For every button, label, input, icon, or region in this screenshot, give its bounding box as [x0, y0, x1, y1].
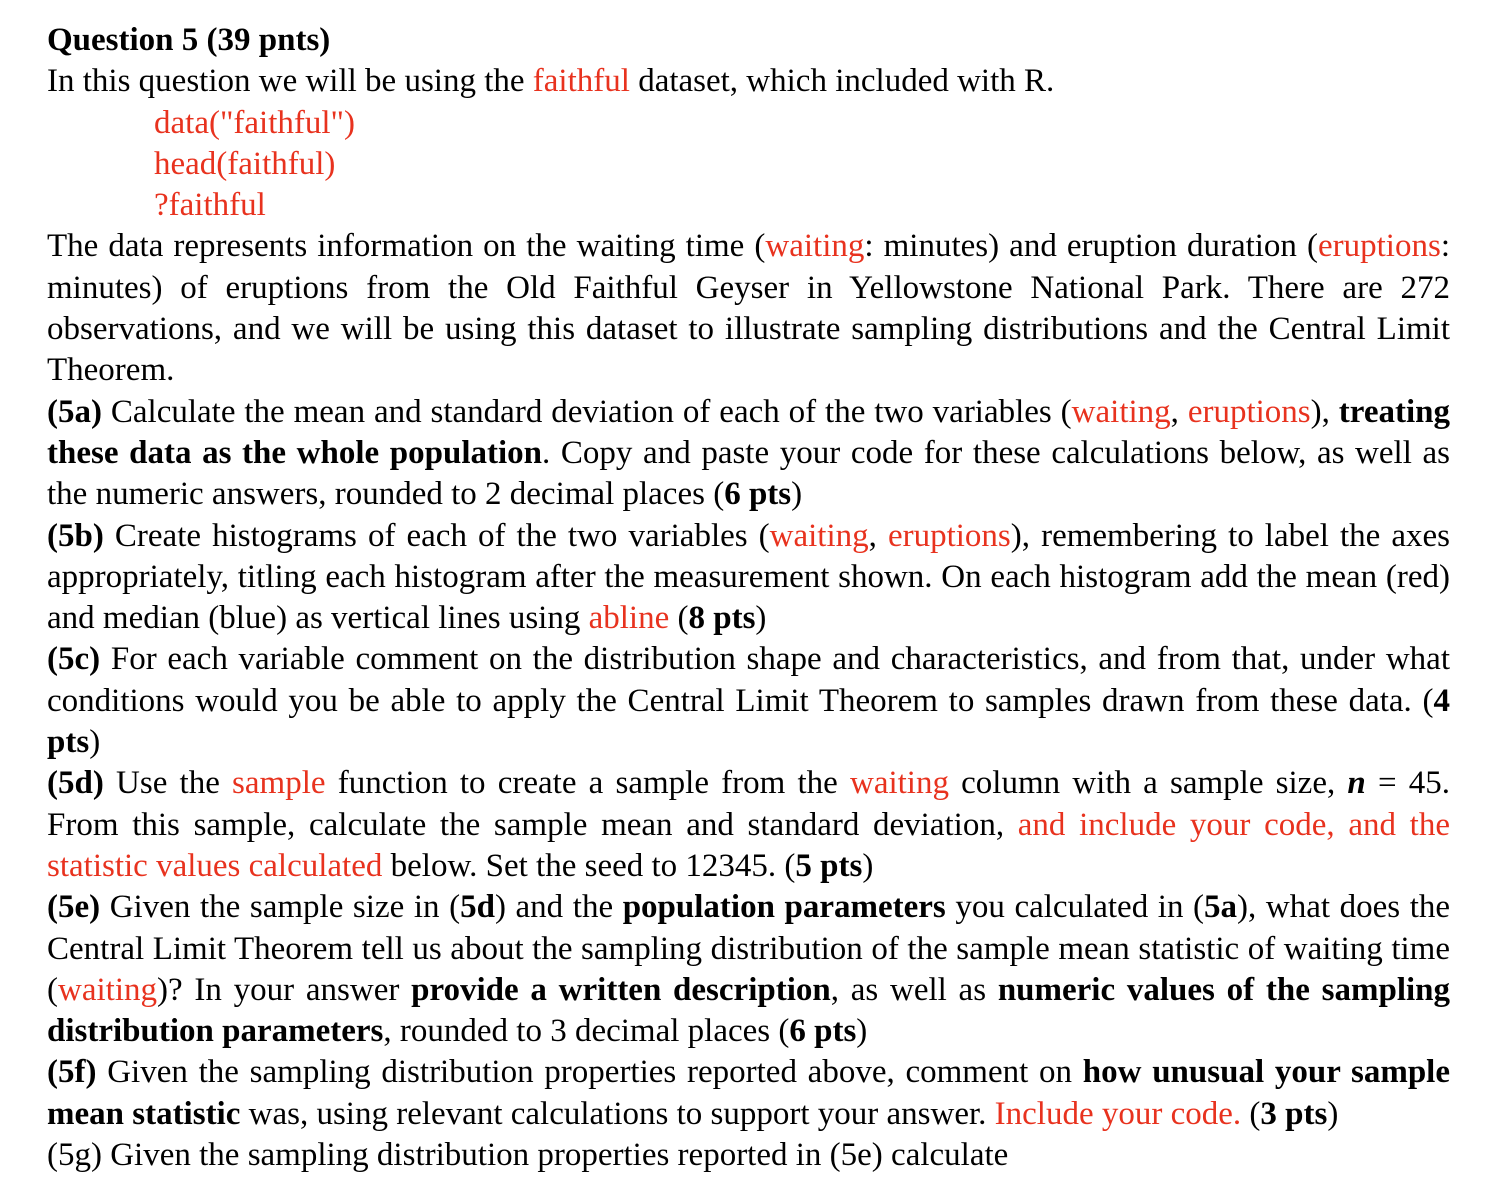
part-5e	[47, 887, 1450, 1052]
variable-waiting: waiting	[765, 228, 865, 265]
description-text: : minutes) of eruptions from the Old Faithful Geyser in Yellowstone National Park. There are 272 observations, and we will be using this dataset to illustrate sampling distributions and the Central Limit Theorem.	[47, 228, 1450, 389]
intro-text-end: dataset, which included with R.	[629, 63, 1055, 100]
part-label: (5a)	[47, 393, 102, 430]
part-5c	[47, 639, 1450, 763]
variable-waiting: waiting	[769, 517, 869, 554]
part-text: , rounded to 3 decimal places (	[383, 1013, 790, 1050]
code-line: head(faithful)	[154, 145, 336, 182]
part-text: Given the sampling distribution properties reported above, comment on	[96, 1054, 1083, 1091]
part-label: (5d)	[47, 765, 104, 802]
points-label: 4 pts	[47, 682, 1450, 761]
part-text: Given the sample size in (	[100, 889, 461, 926]
points-label: 8 pts	[688, 600, 756, 637]
variable-waiting: waiting	[1071, 393, 1171, 430]
description-text: : minutes) and eruption duration (	[864, 228, 1318, 265]
part-text: (	[1241, 1095, 1261, 1132]
highlighted-instruction: Include your code.	[994, 1095, 1242, 1132]
code-line: data("faithful")	[154, 104, 356, 141]
part-label: (5b)	[47, 517, 104, 554]
variable-waiting: waiting	[849, 765, 949, 802]
part-label: (5c)	[47, 641, 101, 678]
variable-eruptions: eruptions	[887, 517, 1011, 554]
part-5b	[47, 516, 1450, 640]
emphasis-text: population parameters	[622, 889, 946, 926]
part-label: (5e)	[47, 889, 101, 926]
part-text: ), remembering to label the axes appropriately, titling each histogram after the measurement shown. On each histogram add the mean (red) and median (blue) as vertical lines using	[47, 517, 1450, 637]
part-text: ), what does the Central Limit Theorem tell us about the sampling distribution of the sample mean statistic of waiting time (	[47, 889, 1451, 1008]
part-text: For each variable comment on the distribution shape and characteristics, and from that, under what conditions would you be able to apply the Central Limit Theorem to samples drawn from these data. (	[47, 641, 1450, 719]
highlighted-instruction: and include your code, and the statistic values calculated	[47, 806, 1450, 884]
question-title: Question 5 (39 pnts)	[47, 22, 331, 58]
points-label: 6 pts	[724, 476, 792, 513]
sample-size-symbol: n	[1347, 765, 1366, 802]
part-text: function to create a sample from the	[325, 765, 850, 802]
part-text: ,	[868, 517, 888, 554]
question-page	[47, 20, 1451, 1174]
part-text: column with a sample size,	[948, 765, 1348, 802]
part-text: )	[755, 600, 767, 637]
part-text: Calculate the mean and standard deviation of each of the two variables (	[101, 393, 1072, 430]
intro-text-start: In this question we will be using the	[47, 63, 533, 100]
variable-eruptions: eruptions	[1318, 228, 1441, 265]
part-5d	[47, 763, 1450, 887]
dataset-description	[47, 226, 1450, 391]
function-abline: abline	[588, 600, 670, 637]
description-text: The data represents information on the waiting time (	[47, 228, 766, 265]
emphasis-text: provide a written description	[411, 971, 831, 1008]
part-label: (5f)	[47, 1054, 97, 1091]
points-label: 3 pts	[1260, 1095, 1328, 1132]
part-text: , as well as	[830, 971, 998, 1008]
part-text: )	[1327, 1095, 1339, 1132]
part-text: Use the	[103, 765, 233, 802]
part-text: ,	[1170, 393, 1188, 430]
part-text: Create histograms of each of the two variables (	[103, 517, 770, 554]
part-reference: 5d	[460, 889, 495, 926]
points-label: 6 pts	[789, 1013, 857, 1050]
function-sample: sample	[232, 765, 326, 802]
part-text: )	[791, 476, 803, 513]
intro-line	[47, 61, 1450, 102]
part-5a	[47, 392, 1450, 516]
part-text: (	[669, 600, 689, 637]
emphasis-text: treating these data as the whole population	[47, 393, 1450, 471]
part-text: = 45. From this sample, calculate the sample mean and standard deviation,	[47, 765, 1450, 843]
part-text: )	[856, 1013, 868, 1050]
variable-eruptions: eruptions	[1187, 393, 1311, 430]
part-text: )	[862, 847, 874, 884]
part-text: you calculated in (	[945, 889, 1205, 926]
part-5g-cutoff	[47, 1135, 1450, 1174]
code-line: ?faithful	[154, 187, 266, 224]
r-code-block	[154, 103, 1450, 227]
variable-waiting: waiting	[58, 971, 157, 1008]
part-text: below. Set the seed to 12345. (	[382, 847, 796, 884]
points-label: 5 pts	[795, 847, 863, 884]
part-text: )? In your answer	[156, 971, 412, 1008]
part-text: ),	[1310, 393, 1339, 430]
emphasis-text: how unusual your sample mean statistic	[47, 1054, 1451, 1132]
part-text: ) and the	[494, 889, 623, 926]
part-text: )	[89, 724, 101, 761]
emphasis-text: numeric values of the sampling distribution parameters	[47, 971, 1451, 1050]
dataset-name: faithful	[532, 63, 630, 100]
part-text: . Copy and paste your code for these calculations below, as well as the numeric answers, rounded to 2 decimal places (	[47, 434, 1450, 513]
part-reference: 5a	[1204, 889, 1238, 926]
part-5f	[47, 1052, 1450, 1135]
part-text: was, using relevant calculations to support your answer.	[240, 1095, 995, 1132]
part-text: (5g) Given the sampling distribution properties reported in (5e) calculate	[47, 1137, 1009, 1174]
